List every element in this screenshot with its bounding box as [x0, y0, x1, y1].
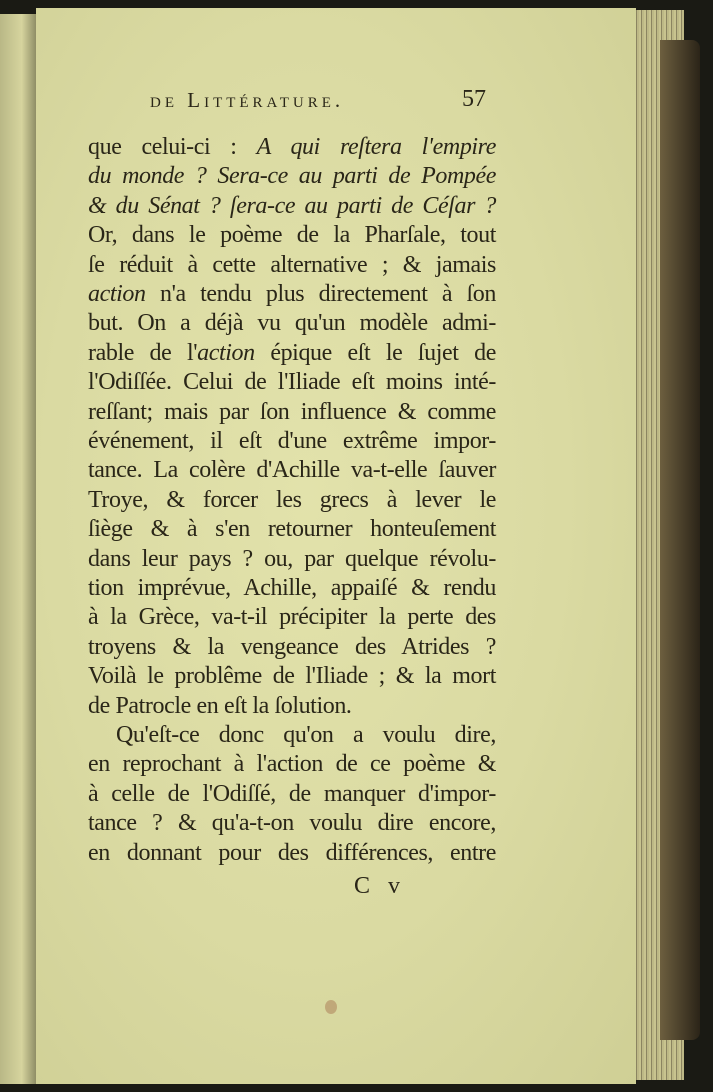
stain-mark — [325, 1000, 337, 1014]
text-line — [88, 545, 496, 574]
text-line — [88, 251, 496, 280]
text-run: Voilà le problême de l'Iliade ; & la mort — [88, 663, 496, 690]
text-line — [88, 192, 496, 221]
italic-text: du monde ? Sera-ce au parti de Pompée — [88, 163, 496, 190]
text-run: rable de l' — [88, 339, 198, 366]
text-run: troyens & la vengeance des Atrides ? — [88, 633, 496, 660]
text-line — [88, 162, 496, 191]
text-run: à la Grèce, va-t-il précipiter la perte des — [88, 604, 496, 631]
book-cover-edge — [660, 40, 700, 1040]
text-run: épique eſt le ſujet de — [254, 339, 496, 366]
text-run: en donnant pour des différences, entre — [88, 839, 496, 866]
text-run: Or, dans le poème de la Pharſale, tout — [88, 222, 496, 249]
italic-text: action — [88, 281, 146, 307]
text-line — [88, 780, 496, 809]
page-number: 57 — [462, 86, 486, 112]
text-line — [88, 398, 496, 427]
text-line — [88, 721, 496, 750]
text-line — [88, 339, 496, 368]
text-line — [88, 574, 496, 603]
text-run: Qu'eſt-ce donc qu'on a voulu dire, — [116, 722, 496, 748]
signature-mark: C v — [354, 873, 407, 899]
running-head: de Littérature. — [150, 88, 345, 112]
text-run: événement, il eſt d'une extrême impor- — [88, 428, 496, 454]
text-line — [88, 486, 496, 515]
italic-text: action — [197, 339, 255, 366]
italic-text: A qui reſtera l'empire — [256, 134, 496, 160]
text-line — [88, 750, 496, 779]
text-run: l'Odiſſée. Celui de l'Iliade eſt moins inté- — [88, 369, 496, 396]
text-line — [88, 633, 496, 662]
text-line — [88, 280, 496, 309]
text-line — [88, 368, 496, 397]
text-line — [88, 662, 496, 691]
text-line — [88, 221, 496, 250]
text-run: à celle de l'Odiſſé, de manquer d'impor- — [88, 780, 496, 807]
text-line — [88, 456, 496, 485]
text-run: tion imprévue, Achille, appaiſé & rendu — [88, 575, 496, 601]
text-run: n'a tendu plus directement à ſon — [145, 281, 496, 307]
text-line — [88, 809, 496, 838]
text-line — [88, 309, 496, 338]
text-run: de Patrocle en eſt la ſolution. — [88, 692, 352, 719]
text-run: dans leur pays ? ou, par quelque révolu- — [88, 545, 496, 572]
text-line — [88, 427, 496, 456]
text-run: tance ? & qu'a-t-on voulu dire encore, — [88, 810, 496, 837]
text-run: en reprochant à l'action de ce poème & — [88, 751, 496, 778]
text-run: ſe réduit à cette alternative ; & jamais — [88, 251, 496, 278]
facing-page-edge — [0, 14, 36, 1084]
text-run: reſſant; mais par ſon influence & comme — [88, 398, 496, 425]
italic-text: & du Sénat ? ſera-ce au parti de Céſar ? — [88, 192, 496, 219]
text-line — [88, 603, 496, 632]
text-line — [88, 692, 496, 721]
text-run: que celui-ci : — [88, 134, 257, 160]
text-line — [88, 515, 496, 544]
text-line — [88, 839, 496, 868]
text-run: tance. La colère d'Achille va-t-elle ſauver — [88, 457, 496, 484]
text-run: ſiège & à s'en retourner honteuſement — [88, 516, 496, 543]
text-run: but. On a déjà vu qu'un modèle admi- — [88, 310, 496, 337]
text-line — [88, 133, 496, 162]
text-run: Troye, & forcer les grecs à lever le — [88, 486, 496, 513]
